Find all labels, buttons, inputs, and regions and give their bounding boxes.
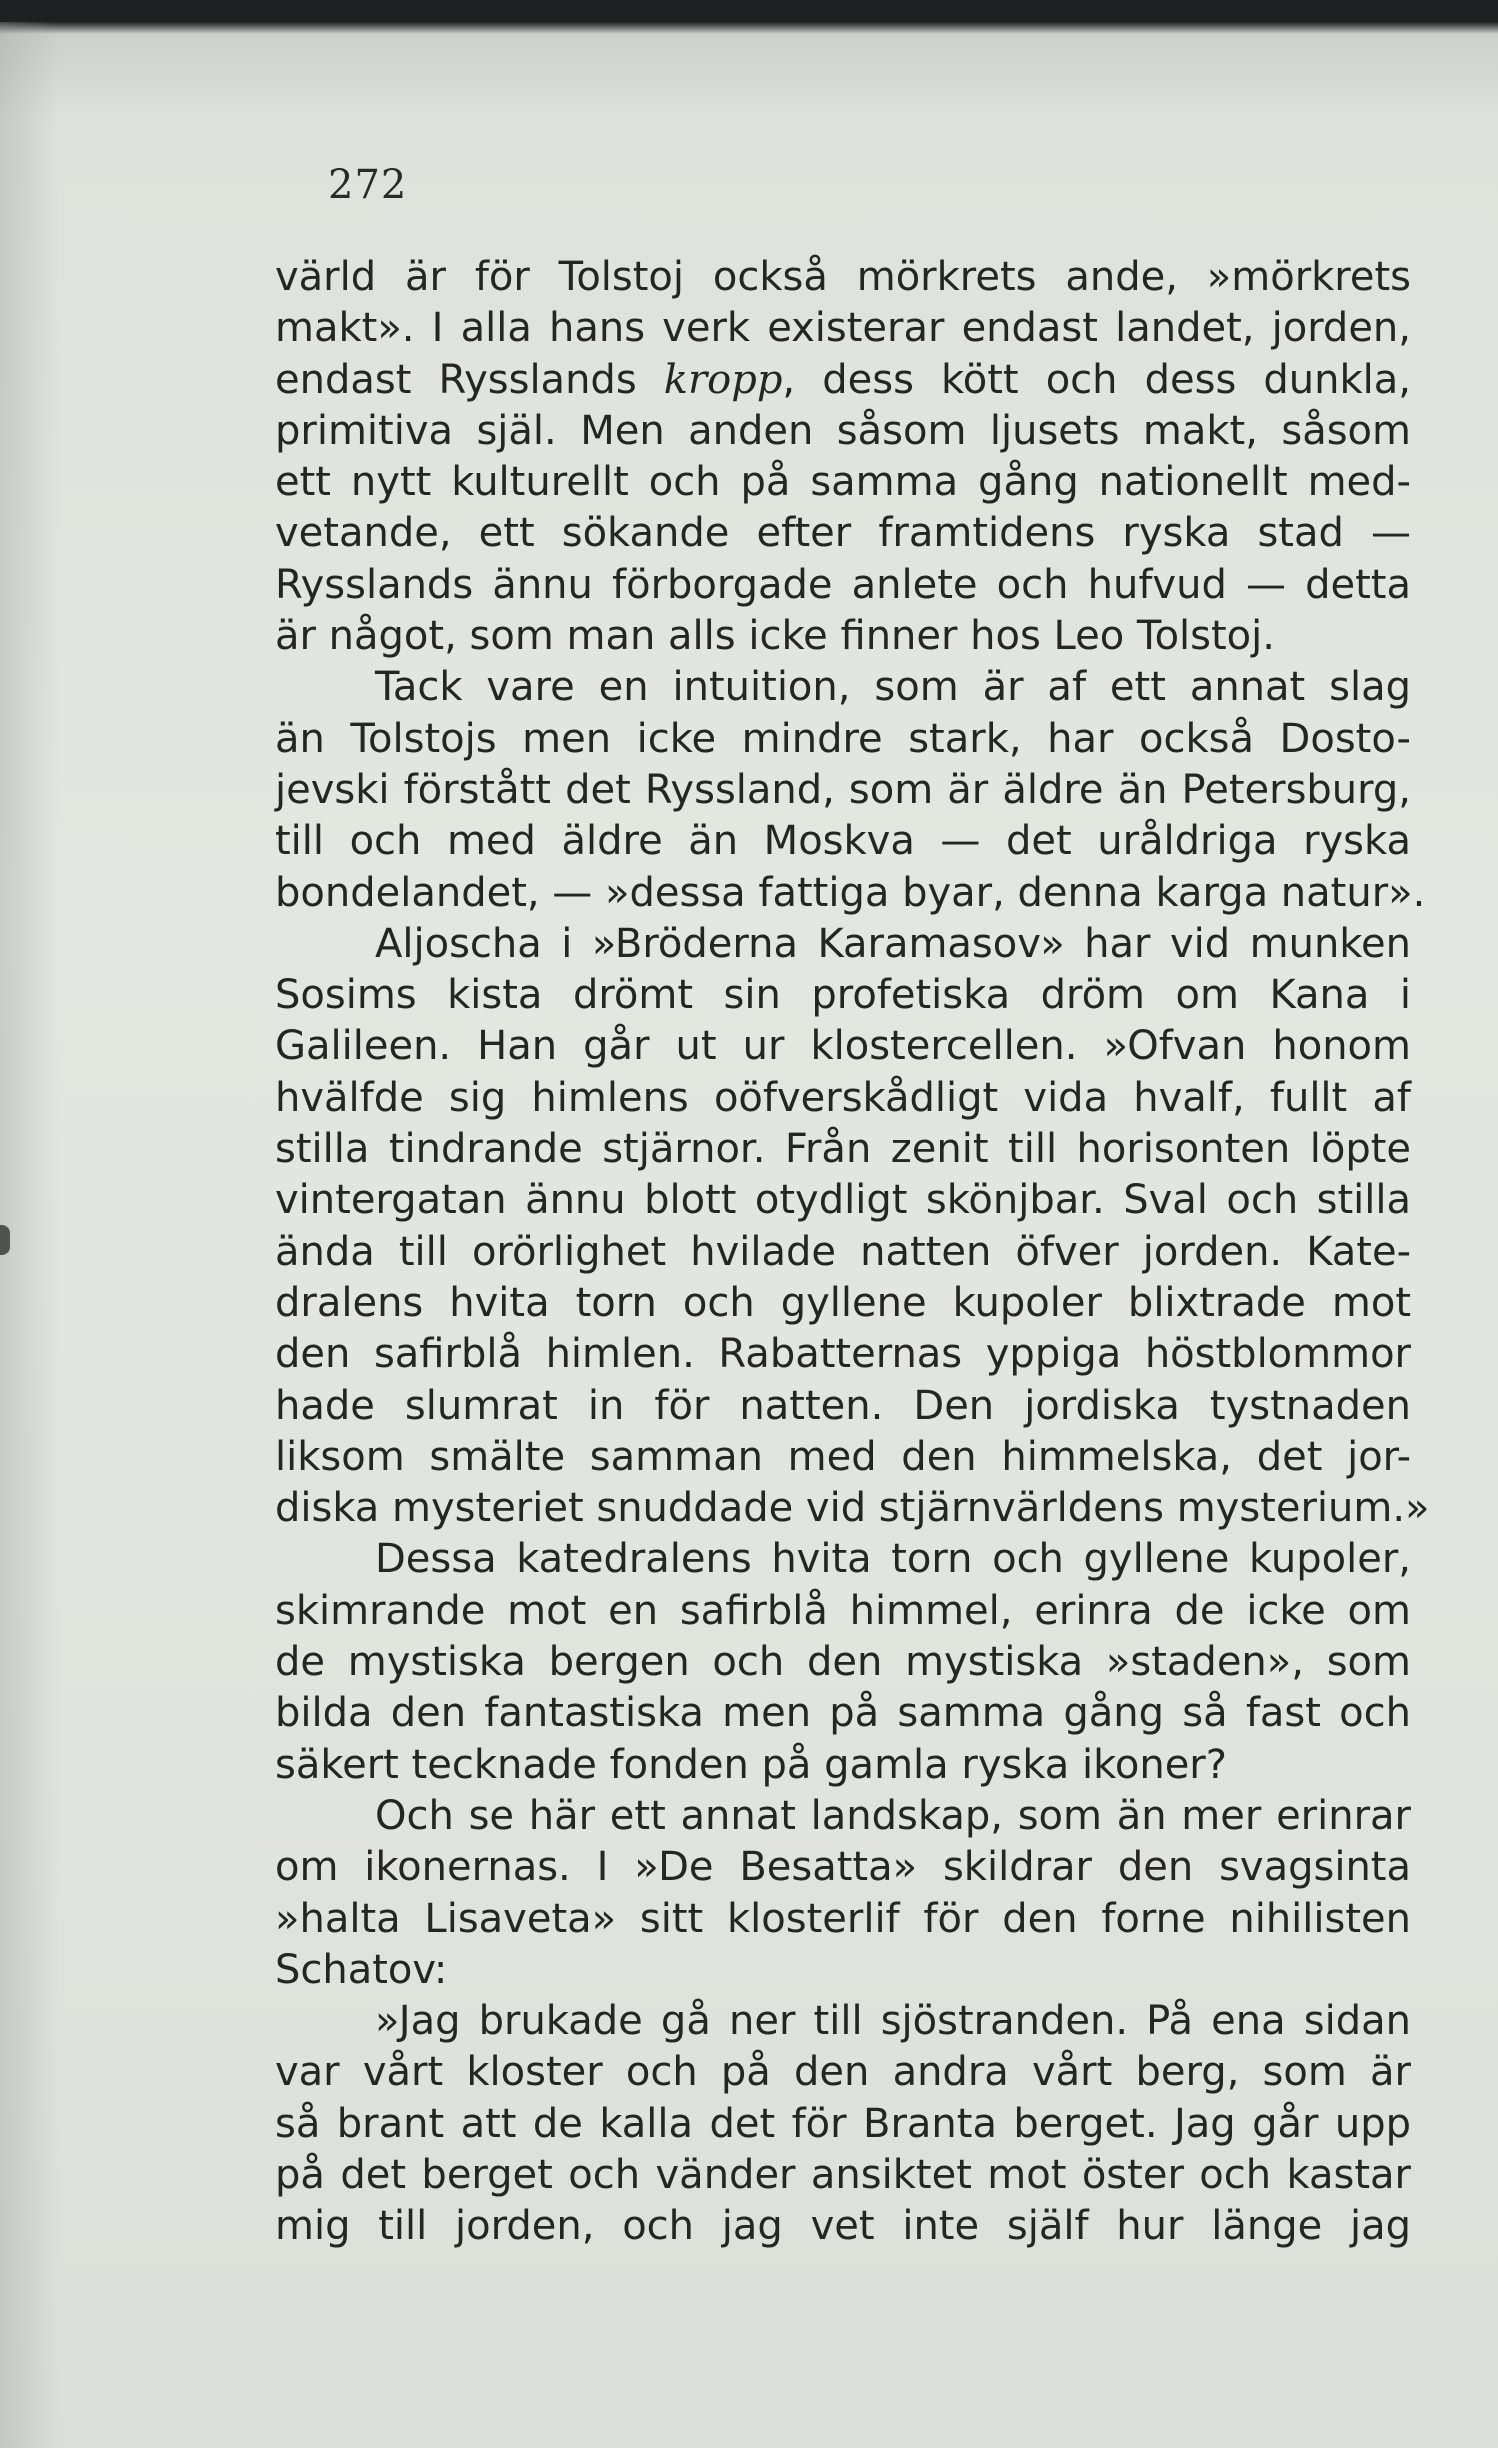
text-line: är något, som man alls icke finner hos Leo Tolstoj.	[275, 613, 1275, 660]
text-segment: , dess kött och dess dunkla,	[782, 356, 1412, 403]
text-line	[275, 355, 1411, 406]
text-line: stilla tindrande stjärnor. Från zenit till horisonten löpte	[275, 1126, 1411, 1173]
text-line: hvälfde sig himlens oöfverskådligt vida hvalf, fullt af	[275, 1074, 1411, 1121]
italic-word: kropp	[663, 356, 783, 403]
text-line: Tack vare en intuition, som är af ett annat slag	[375, 664, 1411, 711]
text-line: de mystiska bergen och den mystiska »staden», som	[275, 1639, 1411, 1686]
text-line: Schatov:	[275, 1946, 448, 1993]
text-line: mig till jorden, och jag vet inte själf hur länge jag	[275, 2203, 1411, 2250]
text-line: Dessa katedralens hvita torn och gyllene kupoler,	[375, 1536, 1411, 1583]
text-line: vetande, ett sökande efter framtidens ryska stad —	[275, 510, 1411, 557]
text-line: ett nytt kulturellt och på samma gång nationellt med-	[275, 459, 1411, 506]
text-line: bilda den fantastiska men på samma gång så fast och	[275, 1690, 1411, 1737]
text-line: den safirblå himlen. Rabatternas yppiga höstblommor	[275, 1331, 1411, 1378]
text-line: jevski förstått det Ryssland, som är äldre än Petersburg,	[275, 766, 1411, 813]
text-line: »Jag brukade gå ner till sjöstranden. På ena sidan	[375, 1998, 1411, 2045]
text-line: primitiva själ. Men anden såsom ljusets makt, såsom	[275, 407, 1411, 454]
text-line: diska mysteriet snuddade vid stjärnvärldens mysterium.»	[275, 1485, 1430, 1532]
text-line: var vårt kloster och på den andra vårt berg, som är	[275, 2049, 1411, 2096]
text-line: Aljoscha i »Bröderna Karamasov» har vid munken	[375, 920, 1411, 967]
page-number: 272	[328, 162, 408, 208]
text-line: hade slumrat in för natten. Den jordiska tystnaden	[275, 1382, 1411, 1429]
text-line: bondelandet, — »dessa fattiga byar, denna karga natur».	[275, 869, 1426, 916]
text-line: »halta Lisaveta» sitt klosterlif för den forne nihilisten	[275, 1895, 1411, 1942]
text-line: vintergatan ännu blott otydligt skönjbar. Sval och stilla	[275, 1177, 1411, 1224]
text-line: Och se här ett annat landskap, som än mer erinrar	[375, 1792, 1411, 1839]
text-line: skimrande mot en safirblå himmel, erinra de icke om	[275, 1587, 1411, 1634]
text-line: makt». I alla hans verk existerar endast landet, jorden,	[275, 305, 1411, 352]
text-line: på det berget och vänder ansiktet mot öster och kastar	[275, 2151, 1411, 2198]
text-line: säkert tecknade fonden på gamla ryska ikoner?	[275, 1741, 1227, 1788]
text-segment: endast Rysslands	[275, 356, 664, 403]
text-line: än Tolstojs men icke mindre stark, har också Dosto-	[275, 715, 1411, 762]
text-line: så brant att de kalla det för Branta berget. Jag går upp	[275, 2100, 1411, 2147]
text-line: till och med äldre än Moskva — det uråldriga ryska	[275, 818, 1411, 865]
text-line: Rysslands ännu förborgade anlete och hufvud — detta	[275, 561, 1411, 608]
text-line: Sosims kista drömt sin profetiska dröm om Kana i	[275, 972, 1411, 1019]
scan-speck	[0, 1225, 10, 1255]
text-line: dralens hvita torn och gyllene kupoler blixtrade mot	[275, 1279, 1411, 1326]
text-line: liksom smälte samman med den himmelska, det jor-	[275, 1433, 1411, 1480]
text-line: ända till orörlighet hvilade natten öfver jorden. Kate-	[275, 1228, 1411, 1275]
text-line: Galileen. Han går ut ur klostercellen. »Ofvan honom	[275, 1023, 1411, 1070]
text-line: om ikonernas. I »De Besatta» skildrar den svagsinta	[275, 1844, 1411, 1891]
body-text	[275, 252, 1430, 2253]
text-line: värld är för Tolstoj också mörkrets ande, »mörkrets	[275, 254, 1411, 300]
